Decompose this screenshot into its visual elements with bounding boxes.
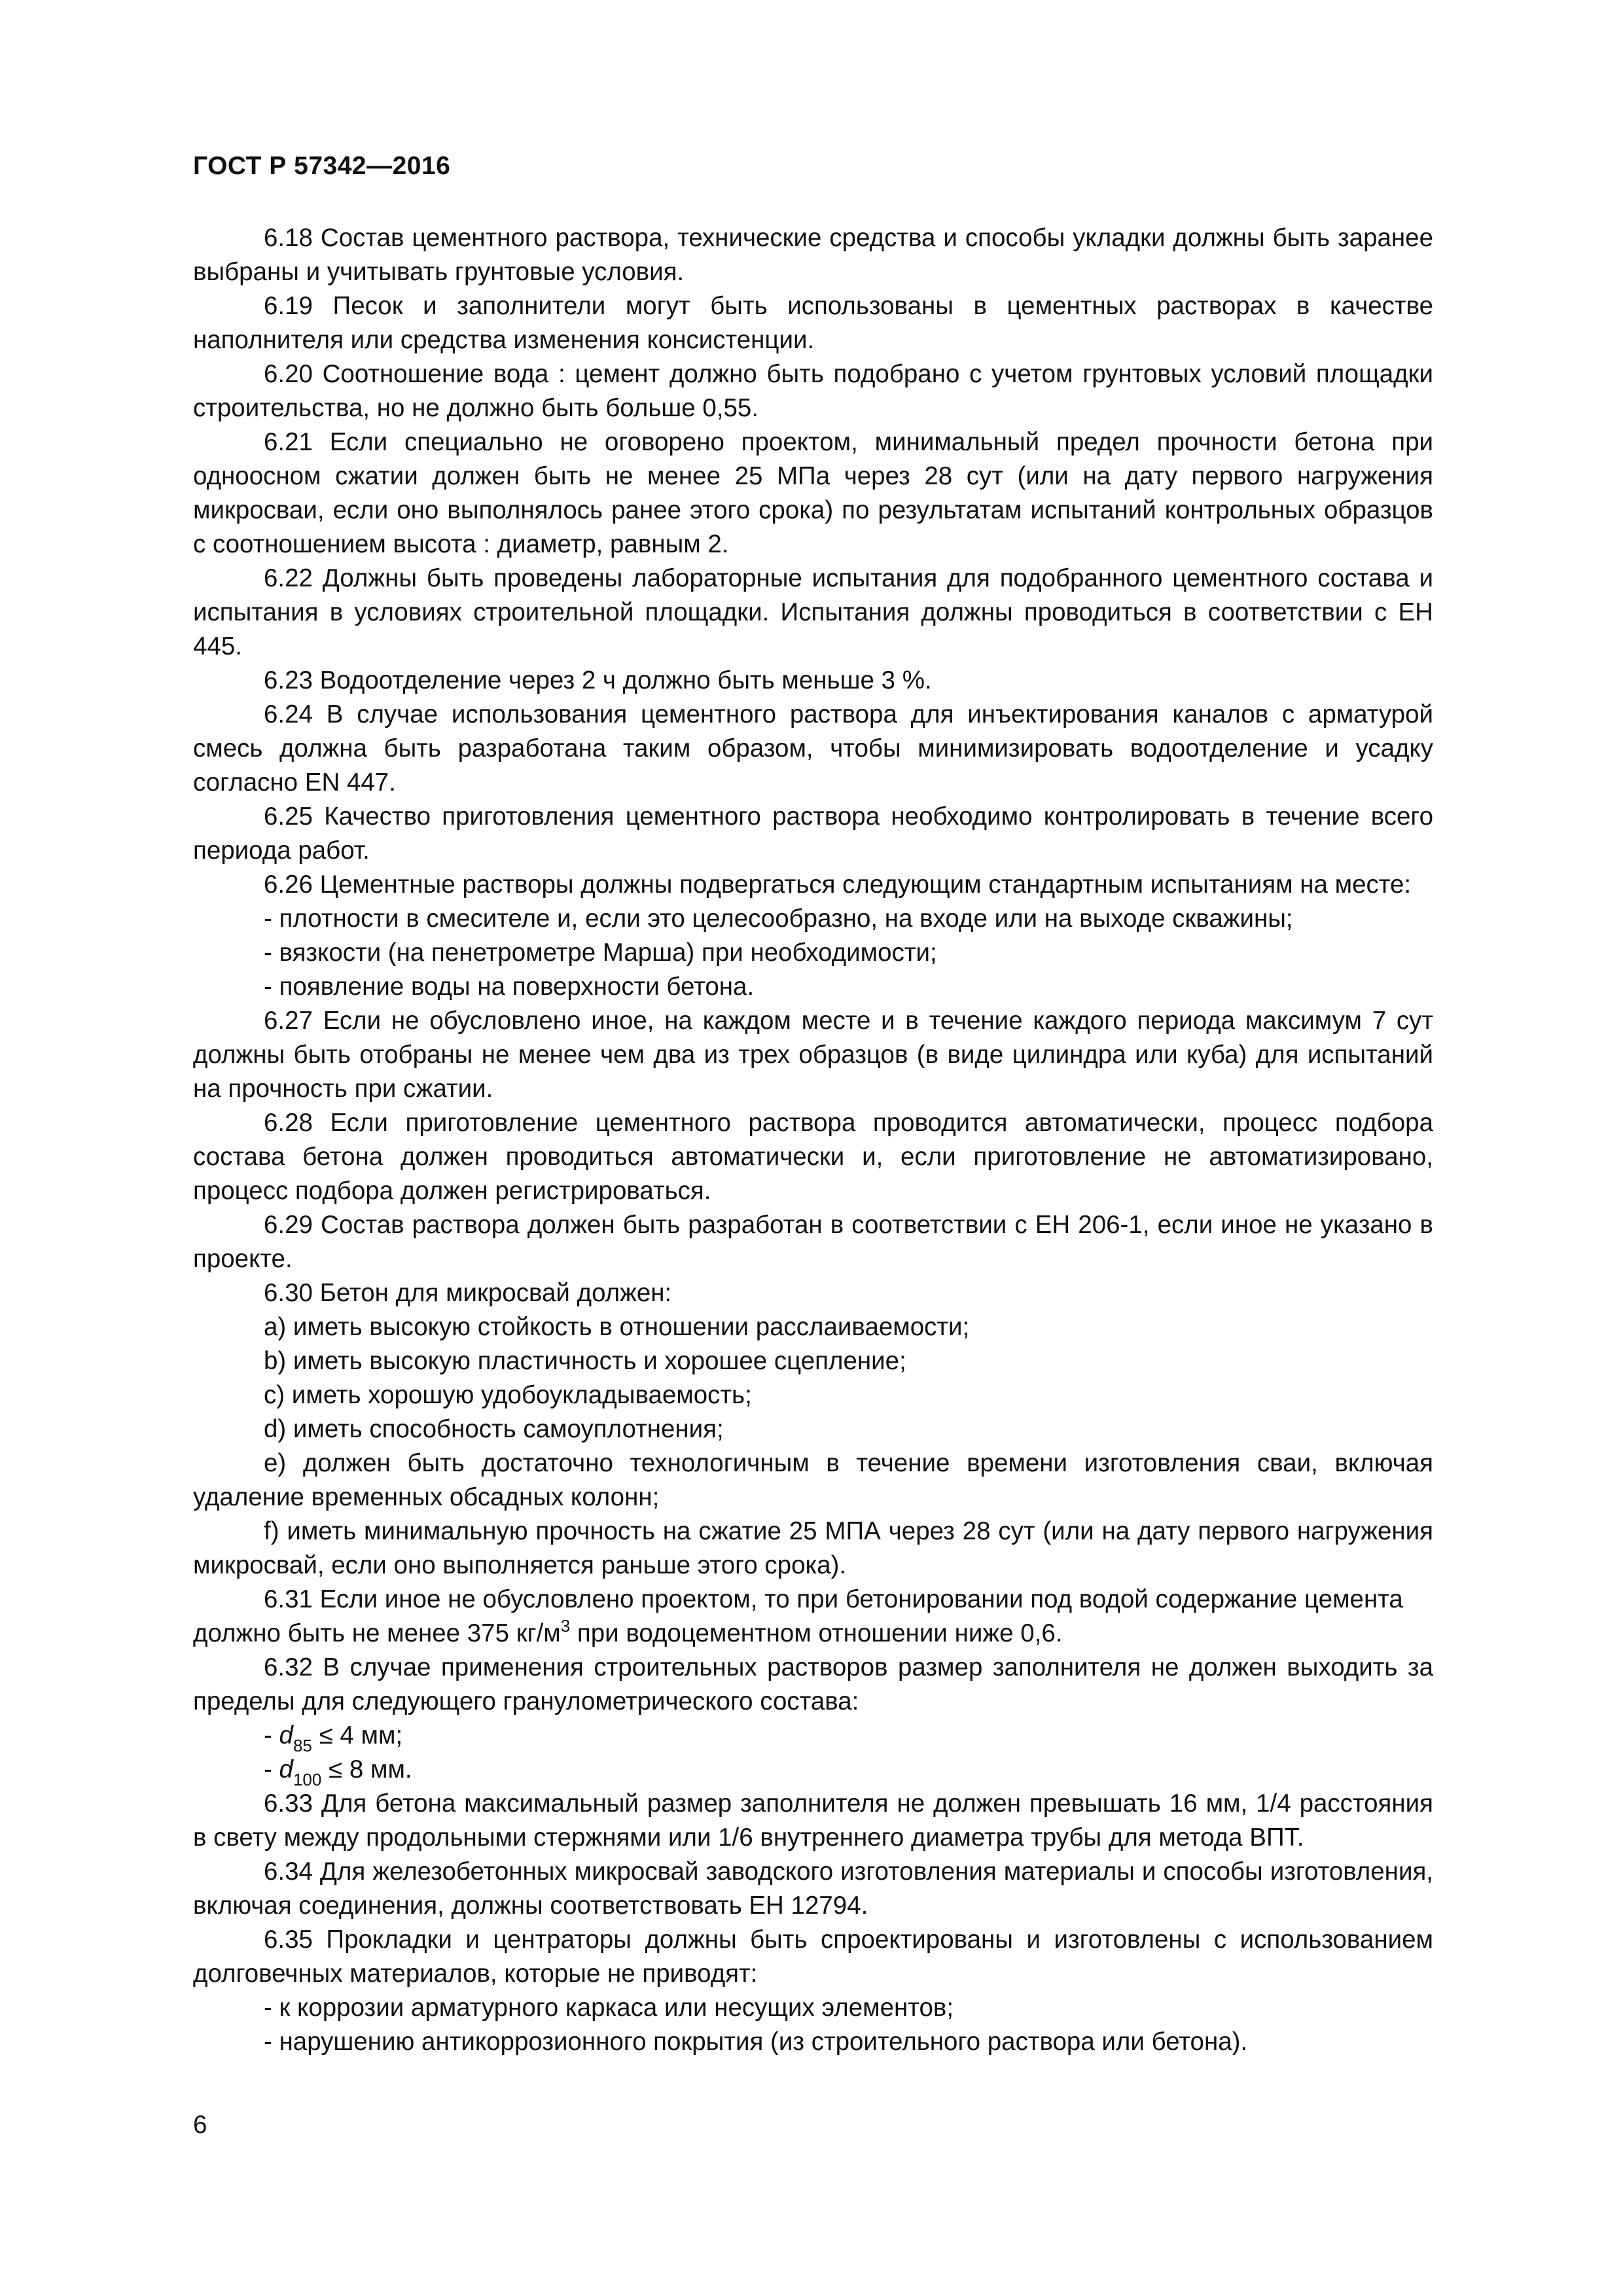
document-body: [193, 221, 1433, 2059]
list-item-6-26-3: - появление воды на поверхности бетона.: [264, 973, 755, 1001]
paragraph-6-35: 6.35 Прокладки и центраторы должны быть спроектированы и изготовлены с использованием долговечных материалов, которые не приводят:: [193, 1926, 1433, 1988]
paragraph-6-33: 6.33 Для бетона максимальный размер заполнителя не должен превышать 16 мм, 1/4 расстояния в свету между продольными стержнями или 1/6 внутреннего диаметра трубы для метода ВПТ.: [193, 1789, 1433, 1852]
paragraph-6-27: 6.27 Если не обусловлено иное, на каждом месте и в течение каждого периода максимум 7 сут должны быть отобраны не менее чем два из трех образцов (в виде цилиндра или куба) для испытаний на прочность при сжатии.: [193, 1007, 1433, 1103]
list-item-6-30-a: a) иметь высокую стойкость в отношении расслаиваемости;: [264, 1313, 970, 1341]
list-item-6-35-1: - к коррозии арматурного каркаса или несущих элементов;: [264, 1994, 954, 2022]
list-item-6-35-2: - нарушению антикоррозионного покрытия (из строительного раствора или бетона).: [264, 2028, 1248, 2056]
list-item-6-30-e: e) должен быть достаточно технологичным в течение времени изготовления сваи, включая удаление временных обсадных колонн;: [193, 1449, 1433, 1511]
d85-value: ≤ 4 мм;: [312, 1721, 403, 1749]
paragraph-6-32: 6.32 В случае применения строительных растворов размер заполнителя не должен выходить за пределы для следующего гранулометрического состава:: [193, 1653, 1433, 1715]
list-item-6-26-2: - вязкости (на пенетрометре Марша) при необходимости;: [264, 939, 937, 967]
paragraph-6-20: 6.20 Соотношение вода : цемент должно быть подобрано с учетом грунтовых условий площадки строительства, но не должно быть больше 0,55.: [193, 360, 1433, 422]
paragraph-6-29: 6.29 Состав раствора должен быть разработан в соответствии с ЕН 206-1, если иное не указано в проекте.: [193, 1211, 1433, 1273]
paragraph-6-31-main: 6.31 Если иное не обусловлено проектом, то при бетонировании под водой содержание цемента должно быть не менее 375 кг/м: [193, 1585, 1403, 1647]
paragraph-6-22: 6.22 Должны быть проведены лабораторные испытания для подобранного цементного состава и испытания в условиях строительной площадки. Испытания должны проводиться в соответствии с ЕН 445.: [193, 564, 1433, 660]
document-header: ГОСТ Р 57342—2016: [193, 152, 451, 180]
d100-subscript: 100: [293, 1770, 322, 1789]
list-item-6-30-f: f) иметь минимальную прочность на сжатие 25 МПА через 28 сут (или на дату первого нагружения микросвай, если оно выполняется раньше этого срока).: [193, 1517, 1433, 1579]
paragraph-6-30: 6.30 Бетон для микросвай должен:: [264, 1279, 672, 1307]
d100-symbol: d: [279, 1755, 293, 1784]
paragraph-6-34: 6.34 Для железобетонных микросвай заводского изготовления материалы и способы изготовления, включая соединения, должны соответствовать ЕН 12794.: [193, 1857, 1433, 1920]
paragraph-6-28: 6.28 Если приготовление цементного раствора проводится автоматически, процесс подбора состава бетона должен проводиться автоматически и, если приготовление не автоматизировано, процесс подбора должен регистрироваться.: [193, 1109, 1433, 1205]
paragraph-6-26: 6.26 Цементные растворы должны подвергаться следующим стандартным испытаниям на месте:: [264, 870, 1412, 899]
paragraph-6-31-tail: при водоцементном отношении ниже 0,6.: [570, 1619, 1063, 1647]
list-item-6-30-b: b) иметь высокую пластичность и хорошее сцепление;: [264, 1347, 906, 1375]
d100-value: ≤ 8 мм.: [321, 1755, 412, 1784]
list-item-d100-prefix: -: [264, 1755, 279, 1784]
paragraph-6-18: 6.18 Состав цементного раствора, технические средства и способы укладки должны быть заранее выбраны и учитывать грунтовые условия.: [193, 224, 1433, 286]
paragraph-6-24: 6.24 В случае использования цементного раствора для инъектирования каналов с арматурой смесь должна быть разработана таким образом, чтобы минимизировать водоотделение и усадку согласно EN 447.: [193, 700, 1433, 797]
cubic-superscript: 3: [560, 1616, 571, 1636]
list-item-6-30-c: c) иметь хорошую удобоукладываемость;: [264, 1381, 752, 1409]
paragraph-6-21: 6.21 Если специально не оговорено проектом, минимальный предел прочности бетона при одноосном сжатии должен быть не менее 25 МПа через 28 сут (или на дату первого нагружения микросваи, если оно выполнялось ранее этого срока) по результатам испытаний контрольных образцов с соотношением высота : диаметр, равным 2.: [193, 428, 1433, 558]
list-item-d85: [193, 1719, 1433, 1753]
paragraph-6-19: 6.19 Песок и заполнители могут быть использованы в цементных растворах в качестве наполнителя или средства изменения консистенции.: [193, 292, 1433, 354]
list-item-6-30-d: d) иметь способность самоуплотнения;: [264, 1415, 724, 1443]
list-item-d100: [193, 1753, 1433, 1787]
list-item-d85-prefix: -: [264, 1721, 279, 1749]
d85-symbol: d: [279, 1721, 293, 1749]
d85-subscript: 85: [293, 1736, 312, 1755]
page-number: 6: [193, 2111, 207, 2139]
paragraph-6-31: [193, 1583, 1433, 1651]
paragraph-6-25: 6.25 Качество приготовления цементного раствора необходимо контролировать в течение всего периода работ.: [193, 802, 1433, 865]
paragraph-6-23: 6.23 Водоотделение через 2 ч должно быть меньше 3 %.: [264, 666, 932, 694]
list-item-6-26-1: - плотности в смесителе и, если это целесообразно, на входе или на выходе скважины;: [264, 905, 1293, 933]
